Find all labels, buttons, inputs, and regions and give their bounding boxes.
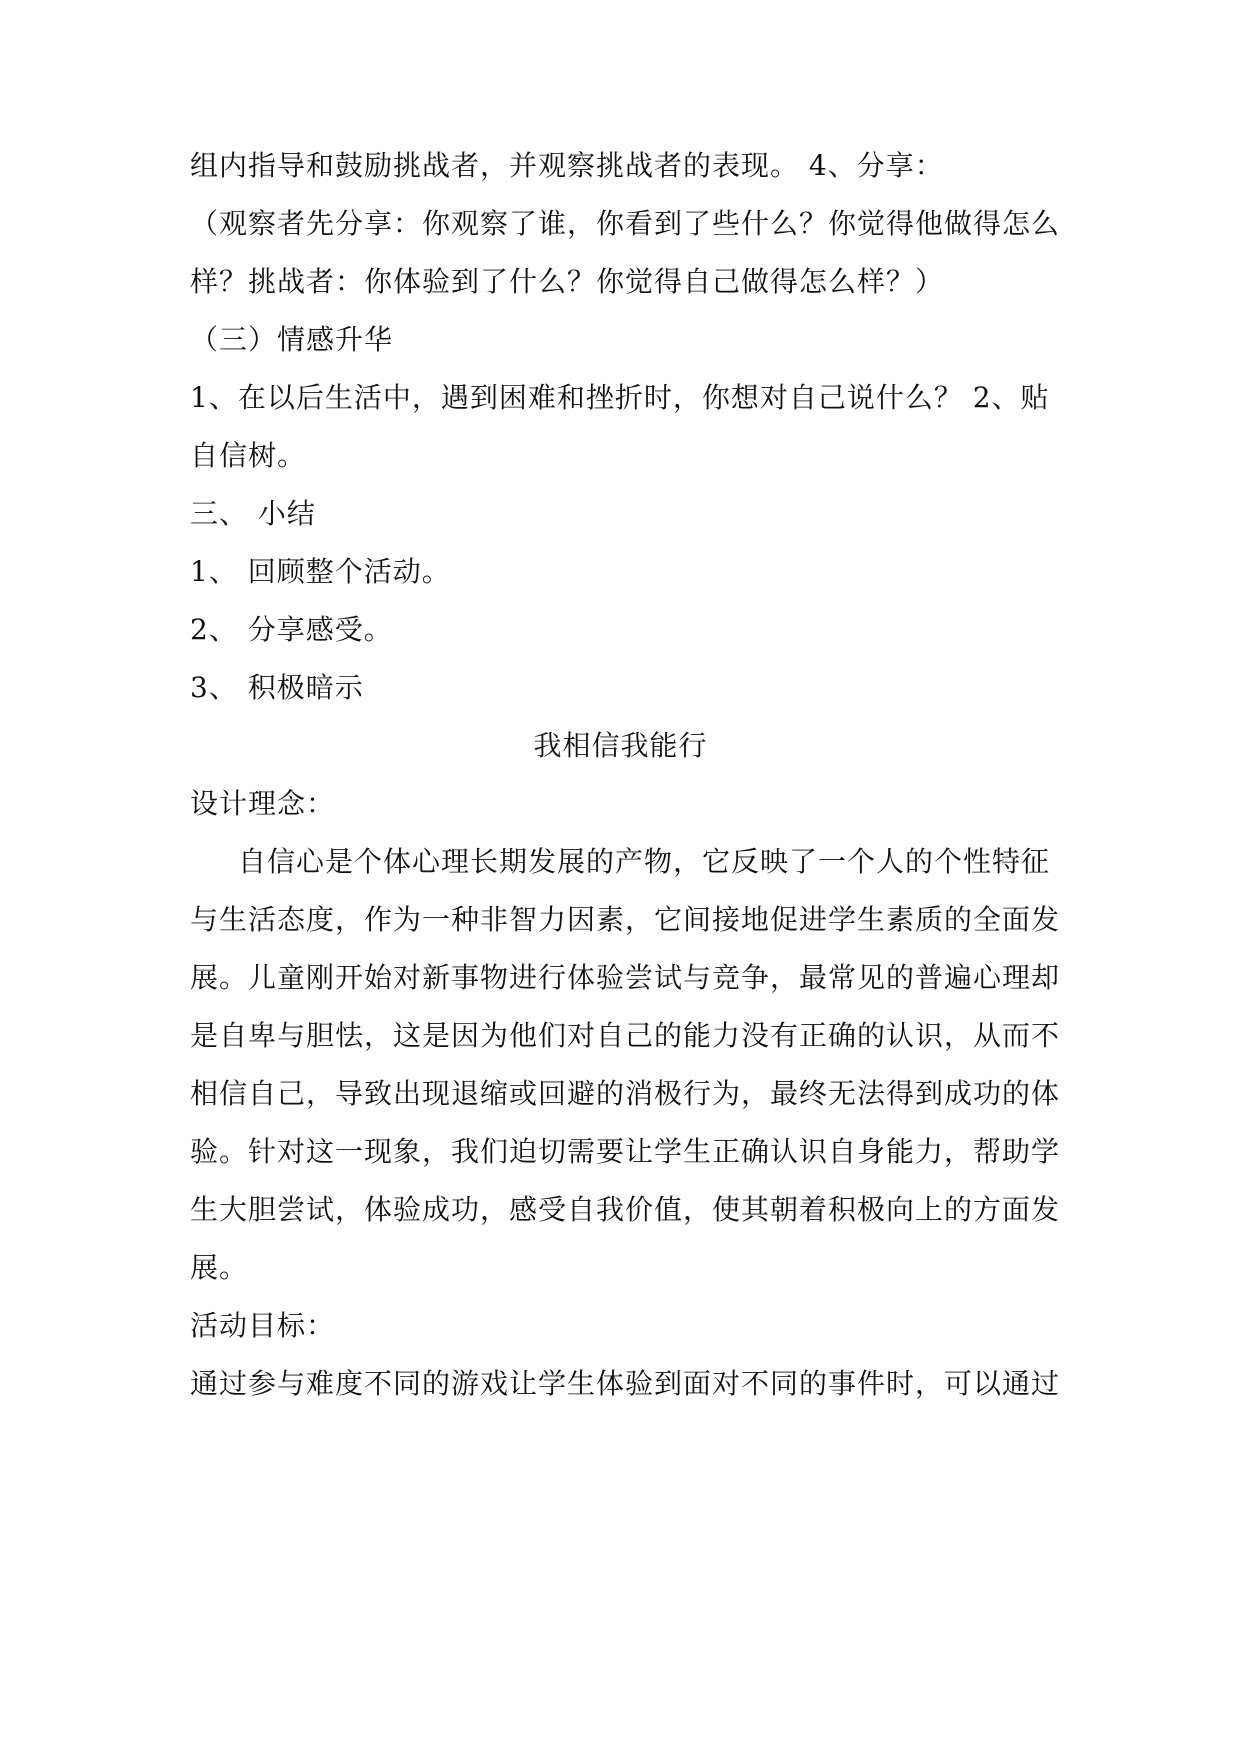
- text-line: 自信树。: [190, 439, 307, 472]
- section-heading: 三、 小结: [190, 497, 316, 530]
- text-line: 1、在以后生活中，遇到困难和挫折时，你想对自己说什么？ 2、贴: [190, 381, 1050, 414]
- section-heading: 设计理念：: [190, 787, 336, 820]
- section-heading: 活动目标：: [190, 1309, 336, 1342]
- paragraph-line: 相信自己，导致出现退缩或回避的消极行为，最终无法得到成功的体: [190, 1077, 1061, 1110]
- paragraph-line: 展。: [190, 1251, 249, 1284]
- list-item: 3、 积极暗示: [190, 671, 364, 704]
- paragraph-line: 自信心是个体心理长期发展的产物，它反映了一个人的个性特征: [238, 845, 1051, 878]
- paragraph-line: 通过参与难度不同的游戏让学生体验到面对不同的事件时，可以通过: [190, 1367, 1061, 1400]
- paragraph-line: 生大胆尝试，体验成功，感受自我价值，使其朝着积极向上的方面发: [190, 1193, 1061, 1226]
- text-line: 组内指导和鼓励挑战者，并观察挑战者的表现。 4、分享：: [190, 149, 944, 182]
- paragraph-line: 验。针对这一现象，我们迫切需要让学生正确认识自身能力，帮助学: [190, 1135, 1061, 1168]
- paragraph-line: 展。儿童刚开始对新事物进行体验尝试与竞争，最常见的普遍心理却: [190, 961, 1061, 994]
- list-item: 2、 分享感受。: [190, 613, 393, 646]
- paragraph-line: 与生活态度，作为一种非智力因素，它间接地促进学生素质的全面发: [190, 903, 1061, 936]
- text-line: 样？挑战者：你体验到了什么？你觉得自己做得怎么样？）: [190, 265, 945, 298]
- section-heading: （三）情感升华: [190, 323, 394, 356]
- text-line: （观察者先分享：你观察了谁，你看到了些什么？你觉得他做得怎么: [190, 207, 1061, 240]
- list-item: 1、 回顾整个活动。: [190, 555, 451, 588]
- paragraph-line: 是自卑与胆怯，这是因为他们对自己的能力没有正确的认识，从而不: [190, 1019, 1061, 1052]
- document-title: 我相信我能行: [533, 729, 708, 762]
